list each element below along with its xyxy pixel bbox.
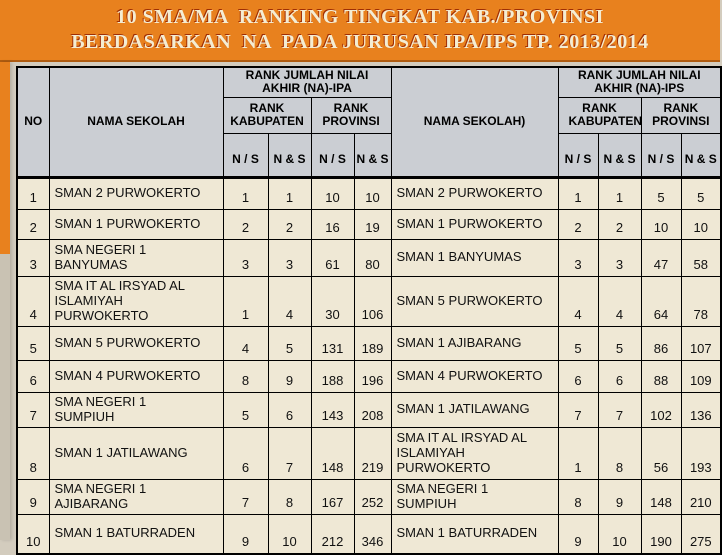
ips-school-name: SMAN 1 AJIBARANG [391,326,558,360]
ipa-kab-nands-value: 10 [268,514,311,554]
ips-kab-nands-value: 6 [598,360,641,392]
table-header [17,67,721,177]
ipa-prov-nands-value: 219 [354,427,391,479]
ips-kab-nands-value: 5 [598,326,641,360]
ipa-kab-ns-value: 4 [223,326,268,360]
ipa-kab-nands-value: 7 [268,427,311,479]
ipa-prov-ns-value: 131 [311,326,354,360]
ips-prov-ns-value: 102 [641,392,681,427]
header-ips-rank-kabupaten: RANK KABUPATEN [558,97,641,133]
row-number: 1 [17,177,49,209]
ips-kab-nands-value: 3 [598,239,641,276]
row-number: 10 [17,514,49,554]
ipa-prov-ns-value: 148 [311,427,354,479]
ipa-kab-nands-value: 3 [268,239,311,276]
table-row [17,276,721,326]
ipa-kab-ns-value: 3 [223,239,268,276]
ips-kab-ns-value: 2 [558,209,598,239]
ipa-prov-ns-value: 212 [311,514,354,554]
ips-prov-nands-value: 109 [681,360,721,392]
ipa-prov-nands-value: 252 [354,479,391,514]
ipa-kab-nands-value: 6 [268,392,311,427]
ipa-kab-ns-value: 1 [223,177,268,209]
header-no: NO [17,67,49,177]
ips-kab-nands-value: 2 [598,209,641,239]
ipa-prov-nands-value: 208 [354,392,391,427]
ips-prov-ns-value: 190 [641,514,681,554]
left-margin-accent [0,62,10,254]
ips-kab-ns-value: 8 [558,479,598,514]
ipa-school-name: SMA NEGERI 1 AJIBARANG [49,479,223,514]
ipa-kab-nands-value: 5 [268,326,311,360]
ips-prov-ns-value: 10 [641,209,681,239]
ipa-kab-ns-value: 6 [223,427,268,479]
ips-kab-ns-value: 7 [558,392,598,427]
ipa-school-name: SMAN 5 PURWOKERTO [49,326,223,360]
ips-kab-ns-value: 5 [558,326,598,360]
ips-kab-ns-value: 6 [558,360,598,392]
ips-prov-nands-value: 78 [681,276,721,326]
header-ips-rank-provinsi: RANK PROVINSI [641,97,721,133]
ipa-kab-nands-value: 8 [268,479,311,514]
ipa-kab-ns-value: 1 [223,276,268,326]
header-ipa-kab-ns: N / S [223,133,268,177]
ipa-kab-ns-value: 8 [223,360,268,392]
row-number: 4 [17,276,49,326]
header-ipa-rank-kabupaten: RANK KABUPATEN [223,97,311,133]
row-number: 2 [17,209,49,239]
ips-school-name: SMAN 1 BANYUMAS [391,239,558,276]
ipa-prov-ns-value: 61 [311,239,354,276]
header-ipa-prov-nands: N & S [354,133,391,177]
ipa-kab-nands-value: 4 [268,276,311,326]
ipa-school-name: SMA IT AL IRSYAD AL ISLAMIYAH PURWOKERTO [49,276,223,326]
ipa-prov-nands-value: 19 [354,209,391,239]
ipa-kab-ns-value: 2 [223,209,268,239]
ipa-school-name: SMA NEGERI 1 BANYUMAS [49,239,223,276]
table-row [17,239,721,276]
table-row [17,392,721,427]
ipa-school-name: SMAN 1 PURWOKERTO [49,209,223,239]
ips-prov-nands-value: 275 [681,514,721,554]
ipa-school-name: SMAN 2 PURWOKERTO [49,177,223,209]
ips-kab-nands-value: 1 [598,177,641,209]
ips-prov-ns-value: 5 [641,177,681,209]
row-number: 6 [17,360,49,392]
header-ips-kab-ns: N / S [558,133,598,177]
ipa-kab-nands-value: 2 [268,209,311,239]
ips-school-name: SMA NEGERI 1 SUMPIUH [391,479,558,514]
ips-school-name: SMA IT AL IRSYAD AL ISLAMIYAH PURWOKERTO [391,427,558,479]
header-row-groups [17,67,721,97]
ipa-school-name: SMAN 4 PURWOKERTO [49,360,223,392]
ips-kab-nands-value: 10 [598,514,641,554]
ips-prov-ns-value: 148 [641,479,681,514]
table-row [17,209,721,239]
header-nama-sekolah-ipa: NAMA SEKOLAH [49,67,223,177]
table-row [17,427,721,479]
ips-prov-ns-value: 64 [641,276,681,326]
header-ips-prov-ns: N / S [641,133,681,177]
header-group-ipa: RANK JUMLAH NILAI AKHIR (NA)-IPA [223,67,391,97]
header-ips-prov-nands: N & S [681,133,721,177]
ranking-table [16,66,722,555]
ips-prov-nands-value: 58 [681,239,721,276]
ipa-kab-ns-value: 7 [223,479,268,514]
ips-kab-ns-value: 1 [558,427,598,479]
row-number: 9 [17,479,49,514]
ipa-prov-ns-value: 143 [311,392,354,427]
ips-school-name: SMAN 1 BATURRADEN [391,514,558,554]
ips-school-name: SMAN 5 PURWOKERTO [391,276,558,326]
row-number: 3 [17,239,49,276]
table-row [17,479,721,514]
ips-kab-nands-value: 8 [598,427,641,479]
ips-prov-ns-value: 56 [641,427,681,479]
ips-kab-ns-value: 1 [558,177,598,209]
ips-kab-ns-value: 9 [558,514,598,554]
table-row [17,326,721,360]
ips-school-name: SMAN 1 PURWOKERTO [391,209,558,239]
header-ipa-kab-nands: N & S [268,133,311,177]
ipa-prov-nands-value: 106 [354,276,391,326]
row-number: 7 [17,392,49,427]
ipa-prov-ns-value: 30 [311,276,354,326]
ipa-kab-nands-value: 9 [268,360,311,392]
ipa-school-name: SMAN 1 JATILAWANG [49,427,223,479]
header-ipa-prov-ns: N / S [311,133,354,177]
ipa-kab-ns-value: 9 [223,514,268,554]
ipa-prov-nands-value: 189 [354,326,391,360]
slide-title-line1: 10 SMA/MA RANKING TINGKAT KAB./PROVINSI [116,6,604,28]
header-group-ips: RANK JUMLAH NILAI AKHIR (NA)-IPS [558,67,721,97]
ipa-prov-nands-value: 10 [354,177,391,209]
ips-kab-ns-value: 3 [558,239,598,276]
ips-prov-nands-value: 136 [681,392,721,427]
ipa-school-name: SMA NEGERI 1 SUMPIUH [49,392,223,427]
header-ipa-rank-provinsi: RANK PROVINSI [311,97,391,133]
table-row [17,177,721,209]
ips-prov-ns-value: 86 [641,326,681,360]
ips-prov-nands-value: 10 [681,209,721,239]
ipa-prov-ns-value: 16 [311,209,354,239]
ips-prov-ns-value: 47 [641,239,681,276]
row-number: 8 [17,427,49,479]
header-ips-kab-nands: N & S [598,133,641,177]
ips-prov-ns-value: 88 [641,360,681,392]
ipa-prov-nands-value: 346 [354,514,391,554]
ipa-prov-ns-value: 10 [311,177,354,209]
ips-kab-ns-value: 4 [558,276,598,326]
ipa-school-name: SMAN 1 BATURRADEN [49,514,223,554]
ipa-prov-nands-value: 80 [354,239,391,276]
ipa-kab-nands-value: 1 [268,177,311,209]
ipa-prov-ns-value: 167 [311,479,354,514]
table-body [17,177,721,554]
slide-title-line2: BERDASARKAN NA PADA JURUSAN IPA/IPS TP. 2013/2014 [71,31,649,53]
header-nama-sekolah-ips: NAMA SEKOLAH) [391,67,558,177]
ips-prov-nands-value: 107 [681,326,721,360]
title-band [0,0,720,62]
ips-prov-nands-value: 193 [681,427,721,479]
ips-school-name: SMAN 2 PURWOKERTO [391,177,558,209]
row-number: 5 [17,326,49,360]
ipa-kab-ns-value: 5 [223,392,268,427]
ips-kab-nands-value: 4 [598,276,641,326]
ipa-prov-ns-value: 188 [311,360,354,392]
ips-prov-nands-value: 210 [681,479,721,514]
table-row [17,514,721,554]
ipa-prov-nands-value: 196 [354,360,391,392]
ips-prov-nands-value: 5 [681,177,721,209]
ips-kab-nands-value: 9 [598,479,641,514]
ips-kab-nands-value: 7 [598,392,641,427]
ips-school-name: SMAN 4 PURWOKERTO [391,360,558,392]
ips-school-name: SMAN 1 JATILAWANG [391,392,558,427]
table-row [17,360,721,392]
